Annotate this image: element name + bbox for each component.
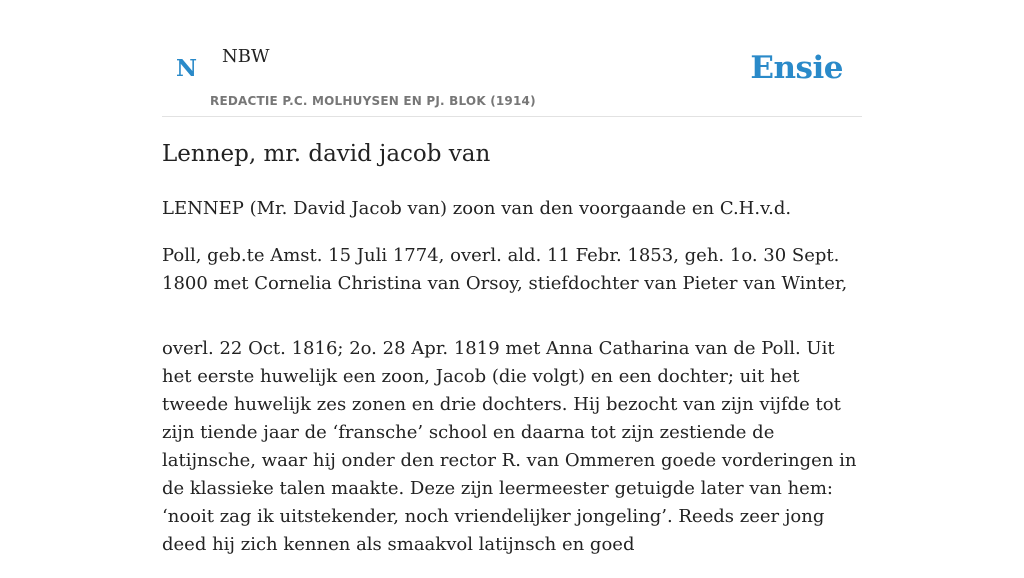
source-subtitle: REDACTIE P.C. MOLHUYSEN EN PJ. BLOK (1914) bbox=[210, 94, 536, 108]
brand-logo-link[interactable]: Ensie bbox=[750, 50, 843, 86]
source-name-link[interactable]: NBW bbox=[222, 46, 270, 67]
source-logo-link[interactable]: N bbox=[176, 55, 198, 82]
article-paragraph: overl. 22 Oct. 1816; 2o. 28 Apr. 1819 met Anna Catharina van de Poll. Uit het eerste huwelijk een zoon, Jacob (die volgt) en een dochter; uit het tweede huwelijk zes zonen en drie dochters. Hij bezocht van zijn vijfde tot zijn tiende jaar de ‘fransche’ school en daarna tot zijn zestiende de latijnsche, waar hij onder den rector R. van Ommeren goede vorderingen in de klassieke talen maakte. Deze zijn leermeester getuigde later van hem: ‘nooit zag ik uitstekender, noch vriendelijker jongeling’. Reeds zeer jong deed hij zich kennen als smaakvol latijnsch en goed bbox=[162, 338, 857, 555]
article-title: Lennep, mr. david jacob van bbox=[162, 141, 491, 167]
article-paragraph: LENNEP (Mr. David Jacob van) zoon van den voorgaande en C.H.v.d. bbox=[162, 198, 792, 219]
article-paragraph: Poll, geb.te Amst. 15 Juli 1774, overl. ald. 11 Febr. 1853, geh. 1o. 30 Sept. 1800 met Cornelia Christina van Orsoy, stiefdochter van Pieter van Winter, bbox=[162, 245, 848, 294]
header bbox=[162, 0, 862, 117]
article-content bbox=[162, 138, 862, 578]
